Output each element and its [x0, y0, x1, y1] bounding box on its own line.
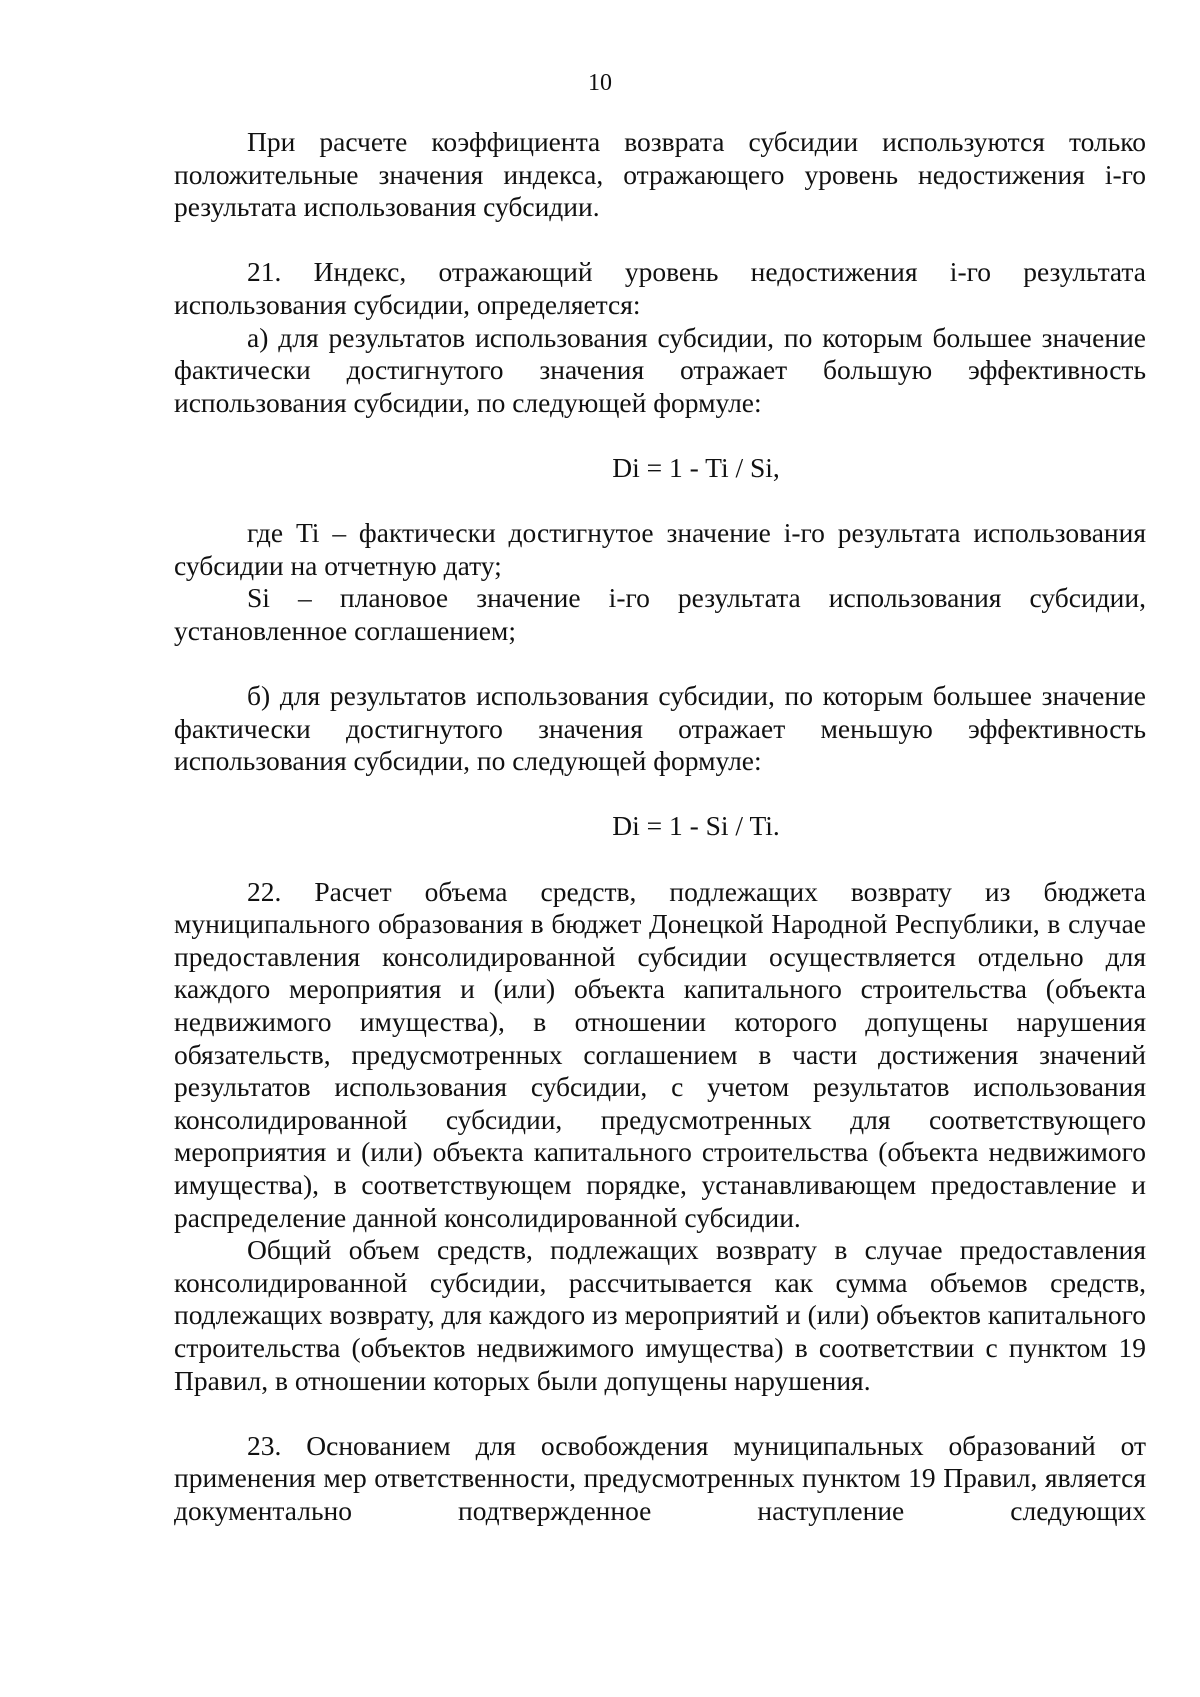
spacer	[174, 1397, 1146, 1430]
definition-ti: где Ti – фактически достигнутое значение i-го результата использования субсидии на отчетную дату;	[174, 517, 1146, 581]
document-body	[174, 126, 1146, 1528]
paragraph-coefficient-note: При расчете коэффициента возврата субсидии используются только положительные значения индекса, отражающего уровень недостижения i-го результата использования субсидии.	[174, 126, 1146, 223]
paragraph-22: 22. Расчет объема средств, подлежащих возврату из бюджета муниципального образования в бюджет Донецкой Народной Республики, в случае предоставления консолидированной субсидии осуществляется отдельно для каждого мероприятия и (или) объекта капитального строительства (объекта недвижимого имущества), в отношении которого допущены нарушения обязательств, предусмотренных соглашением в части достижения значений результатов использования субсидии, с учетом результатов использования консолидированной субсидии, предусмотренных для соответствующего мероприятия и (или) объекта капитального строительства (объекта недвижимого имущества), в соответствующем порядке, устанавливающем предоставление и распределение данной консолидированной субсидии.	[174, 875, 1146, 1233]
spacer	[174, 843, 1146, 876]
definition-si: Si – плановое значение i-го результата использования субсидии, установленное соглашением;	[174, 582, 1146, 646]
spacer	[174, 224, 1146, 257]
paragraph-21-a: а) для результатов использования субсидии, по которым большее значение фактически достигнутого значения отражает большую эффективность использования субсидии, по следующей формуле:	[174, 321, 1146, 418]
formula-b: Di = 1 - Si / Ti.	[612, 810, 780, 842]
page-number: 10	[588, 70, 612, 96]
spacer	[174, 485, 1146, 518]
paragraph-21-b: б) для результатов использования субсидии, по которым большее значение фактически достигнутого значения отражает меньшую эффективность использования субсидии, по следующей формуле:	[174, 680, 1146, 777]
paragraph-23: 23. Основанием для освобождения муниципальных образований от применения мер ответственности, предусмотренных пунктом 19 Правил, является документально подтвержденное наступление следующих	[174, 1429, 1146, 1526]
spacer	[174, 648, 1146, 681]
paragraph-21: 21. Индекс, отражающий уровень недостижения i-го результата использования субсидии, определяется:	[174, 256, 1146, 320]
spacer	[174, 419, 1146, 452]
spacer	[174, 778, 1146, 811]
paragraph-22-total: Общий объем средств, подлежащих возврату в случае предоставления консолидированной субсидии, рассчитывается как сумма объемов средств, подлежащих возврату, для каждого из мероприятий и (или) объектов капитального строительства (объектов недвижимого имущества) в соответствии с пунктом 19 Правил, в отношении которых были допущены нарушения.	[174, 1234, 1146, 1396]
formula-a: Di = 1 - Ti / Si,	[612, 451, 780, 483]
